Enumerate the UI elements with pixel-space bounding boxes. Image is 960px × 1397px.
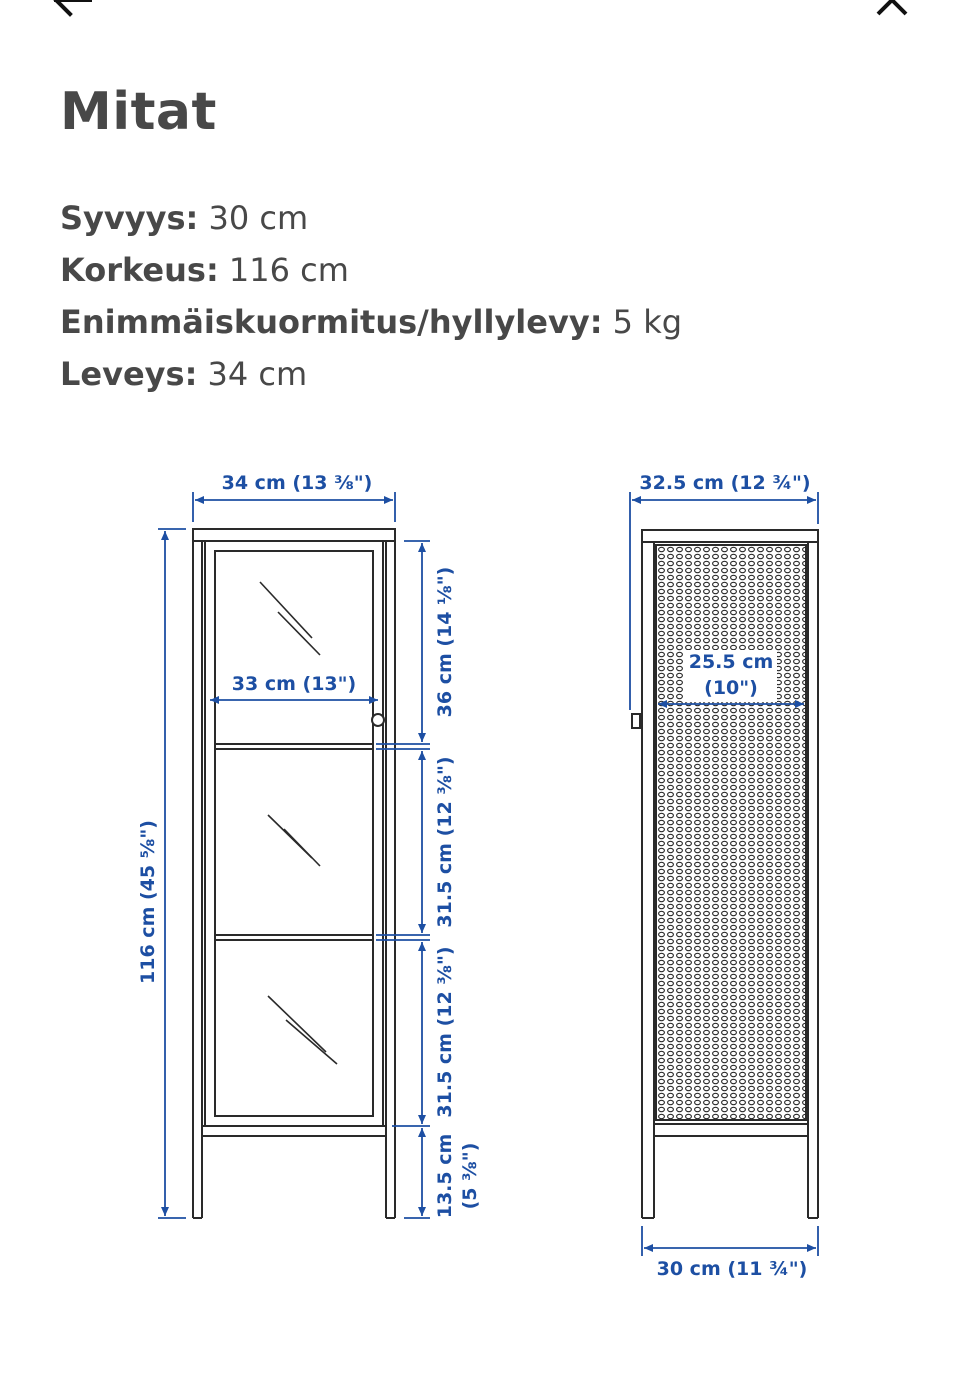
- side-top-depth-label: 32.5 cm (12 ¾"): [639, 472, 811, 494]
- side-inner-depth-label: 25.5 cm: [688, 651, 774, 673]
- close-button[interactable]: [868, 0, 916, 22]
- side-bottom-depth-label: 30 cm (11 ¾"): [656, 1258, 808, 1280]
- spec-max-load: [60, 296, 682, 348]
- spec-label: Syvyys:: [60, 199, 199, 237]
- spec-list: [60, 192, 682, 400]
- front-height-label: 116 cm (45 ⅝"): [137, 820, 159, 984]
- spec-height: [60, 244, 682, 296]
- legs-height-inch-label: (5 ⅜"): [459, 1142, 481, 1210]
- dimension-drawing: [0, 420, 960, 1310]
- bottom-section-label: 31.5 cm (12 ⅜"): [434, 946, 456, 1118]
- spec-value: 34 cm: [207, 355, 308, 393]
- arrow-left-icon: [48, 0, 96, 22]
- spec-value: 5 kg: [612, 303, 683, 341]
- front-view-cabinet: [193, 529, 395, 1218]
- middle-section-label: 31.5 cm (12 ⅜"): [434, 756, 456, 928]
- side-view-cabinet: [632, 530, 818, 1218]
- spec-value: 30 cm: [208, 199, 309, 237]
- spec-depth: [60, 192, 682, 244]
- spec-label: Korkeus:: [60, 251, 219, 289]
- top-section-label: 36 cm (14 ⅛"): [434, 566, 456, 718]
- legs-height-label: 13.5 cm: [434, 1133, 456, 1219]
- spec-value: 116 cm: [228, 251, 349, 289]
- page-title: Mitat: [60, 82, 217, 142]
- side-inner-depth-inch-label: (10"): [704, 677, 758, 699]
- close-icon: [868, 0, 916, 22]
- spec-width: [60, 348, 682, 400]
- front-width-label: 34 cm (13 ⅜"): [221, 472, 373, 494]
- back-button[interactable]: [48, 0, 96, 22]
- spec-label: Leveys:: [60, 355, 198, 393]
- front-inner-width-label: 33 cm (13"): [231, 673, 357, 695]
- spec-label: Enimmäiskuormitus/hyllylevy:: [60, 303, 603, 341]
